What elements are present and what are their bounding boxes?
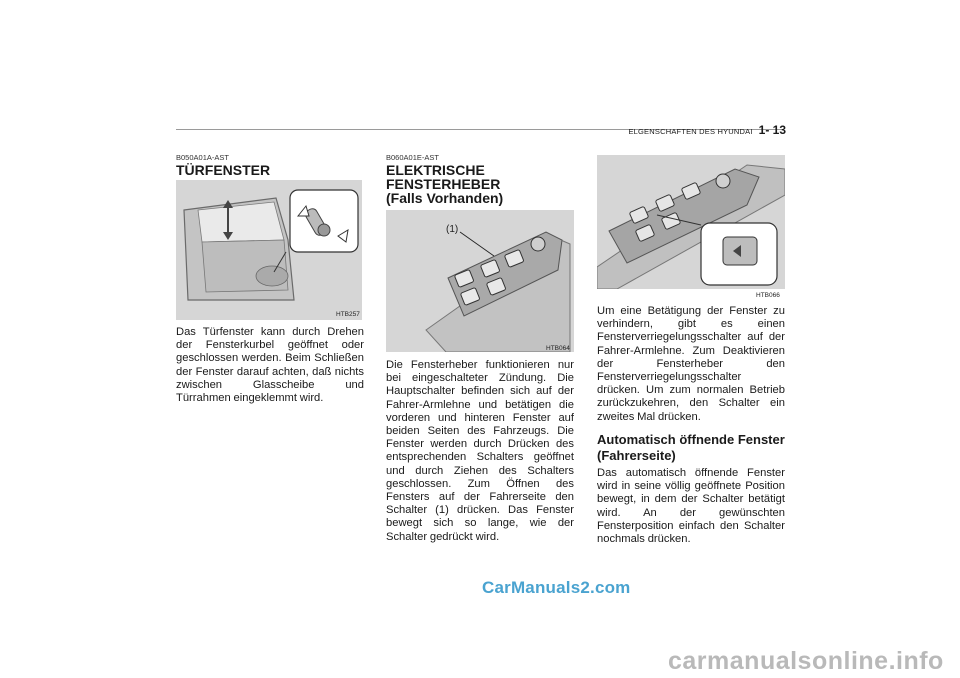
paragraph-1: Das Türfenster kann durch Drehen der Fensterkurbel geöffnet oder geschlossen werden. Beim Schließen der Fenster darauf achten, daß nichts zwischen Glasscheibe und Türrahmen eingeklemmt wird.: [176, 326, 364, 405]
subheading-auto-window: [597, 432, 787, 464]
switch-panel-illustration: [386, 210, 574, 352]
paragraph-3: Um eine Betätigung der Fenster zu verhindern, gibt es einen Fensterverriegelungsschalter auf der Fahrer-Armlehne. Zum Deaktivieren der Fensterheber den Fensterverriegelungsschalter drücken. Um zum normalen Betrieb zurückzukehren, den Schalter ein zweites Mal drücken.: [597, 305, 785, 423]
paragraph-2: Die Fensterheber funktionieren nur bei eingeschalteter Zündung. Die Hauptschalter befinden sich auf der Fahrer-Armlehne und betätigen die vorderen und hinteren Fenster auf beiden Seiten des Fahrzeugs. Die Fenster werden durch Drücken des entsprechenden Schalters geöffnet und durch Ziehen des Schalters geschlossen. Zum Öffnen des Fensters auf der Fahrerseite den Schalter (1) drücken. Das Fenster bewegt sich so lange, wie der Schalter gedrückt wird.: [386, 359, 574, 543]
section-code-2: B060A01E-AST: [386, 153, 439, 162]
page-header: [540, 121, 786, 139]
section-title-2-line-1: ELEKTRISCHE: [386, 162, 485, 178]
figure-id-2: HTB064: [546, 345, 570, 352]
figure-door-window-crank: [176, 180, 362, 320]
section-title-2-line-2: FENSTERHEBER: [386, 176, 501, 192]
section-title-2-line-3: (Falls Vorhanden): [386, 190, 504, 206]
subheading-line-2: (Fahrerseite): [597, 448, 676, 463]
section-code-1: B050A01A-AST: [176, 153, 229, 162]
paragraph-4: Das automatisch öffnende Fenster wird in seine völlig geöffnete Position bewegt, in dem der Schalter betätigt wird. An der gewünschten Fensterposition einfach den Schalter nochmals drücken.: [597, 467, 785, 546]
figure-callout-1: (1): [446, 224, 459, 235]
figure-id-3: HTB066: [756, 292, 780, 299]
figure-window-lock-switch: [597, 155, 785, 289]
lock-switch-illustration: [597, 155, 785, 289]
header-section-title: ELGENSCHAFTEN DES HYUNDAI: [628, 127, 753, 136]
figure-id-1: HTB257: [336, 311, 360, 318]
figure-power-window-switches: [386, 210, 574, 352]
door-illustration: [176, 180, 362, 320]
watermark-carmanuals2[interactable]: CarManuals2.com: [482, 578, 631, 597]
page-number: 1- 13: [758, 123, 786, 137]
section-title-2: [386, 163, 576, 205]
subheading-line-1: Automatisch öffnende Fenster: [597, 432, 785, 447]
section-title-1: TÜRFENSTER: [176, 162, 271, 178]
watermark-carmanualsonline[interactable]: carmanualsonline.info: [668, 647, 944, 675]
